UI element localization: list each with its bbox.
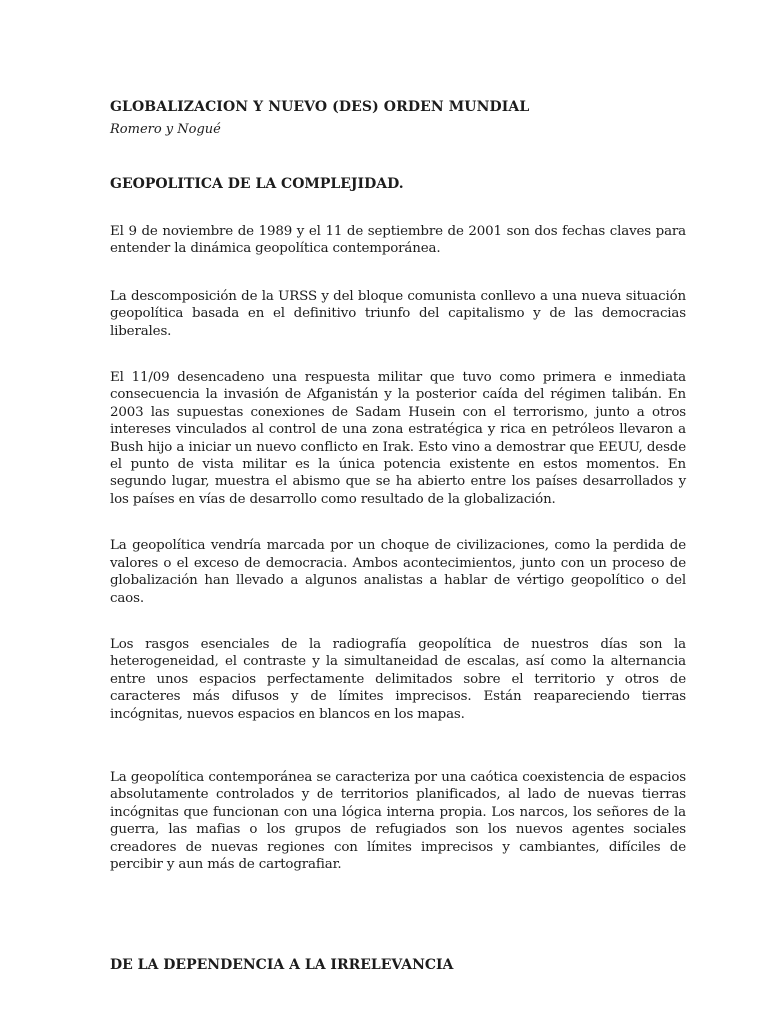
- section-heading-geopolitica: GEOPOLITICA DE LA COMPLEJIDAD.: [110, 176, 404, 192]
- paragraph-6: La geopolítica contemporánea se caracteriza por una caótica coexistencia de espacios absolutamente controlados y de territorios planificados, al lado de nuevas tierras incógnitas que funcionan con una lógica interna propia. Los narcos, los señores de la guerra, las mafias o los grupos de refugiados son los nuevos agentes sociales creadores de nuevas regiones con límites imprecisos y cambiantes, difíciles de percibir y aun más de cartografiar.: [110, 769, 686, 872]
- document-authors: Romero y Nogué: [110, 122, 221, 137]
- paragraph-4: La geopolítica vendría marcada por un choque de civilizaciones, como la perdida de valores o el exceso de democracia. Ambos acontecimientos, junto con un proceso de globalización han llevado a algunos analistas a hablar de vértigo geopolítico o del caos.: [110, 538, 686, 606]
- document-page: [110, 98, 686, 973]
- document-title: GLOBALIZACION Y NUEVO (DES) ORDEN MUNDIAL: [110, 99, 530, 115]
- section-heading-dependencia: DE LA DEPENDENCIA A LA IRRELEVANCIA: [110, 957, 454, 973]
- paragraph-2: La descomposición de la URSS y del bloque comunista conllevo a una nueva situación geopolítica basada en el definitivo triunfo del capitalismo y de las democracias liberales.: [110, 288, 686, 339]
- paragraph-5: Los rasgos esenciales de la radiografía geopolítica de nuestros días son la heterogeneidad, el contraste y la simultaneidad de escalas, así como la alternancia entre unos espacios perfectamente delimitados sobre el territorio y otros de caracteres más difusos y de límites imprecisos. Están reapareciendo tierras incógnitas, nuevos espacios en blancos en los mapas.: [110, 636, 686, 722]
- paragraph-3: El 11/09 desencadeno una respuesta militar que tuvo como primera e inmediata consecuencia la invasión de Afganistán y la posterior caída del régimen talibán. En 2003 las supuestas conexiones de Sadam Husein con el terrorismo, junto a otros intereses vinculados al control de una zona estratégica y rica en petróleos llevaron a Bush hijo a iniciar un nuevo conflicto en Irak. Esto vino a demostrar que EEUU, desde el punto de vista militar es la única potencia existente en estos momentos. En segundo lugar, muestra el abismo que se ha abierto entre los países desarrollados y los países en vías de desarrollo como resultado de la globalización.: [110, 370, 686, 507]
- paragraph-1: El 9 de noviembre de 1989 y el 11 de septiembre de 2001 son dos fechas claves para entender la dinámica geopolítica contemporánea.: [110, 224, 686, 257]
